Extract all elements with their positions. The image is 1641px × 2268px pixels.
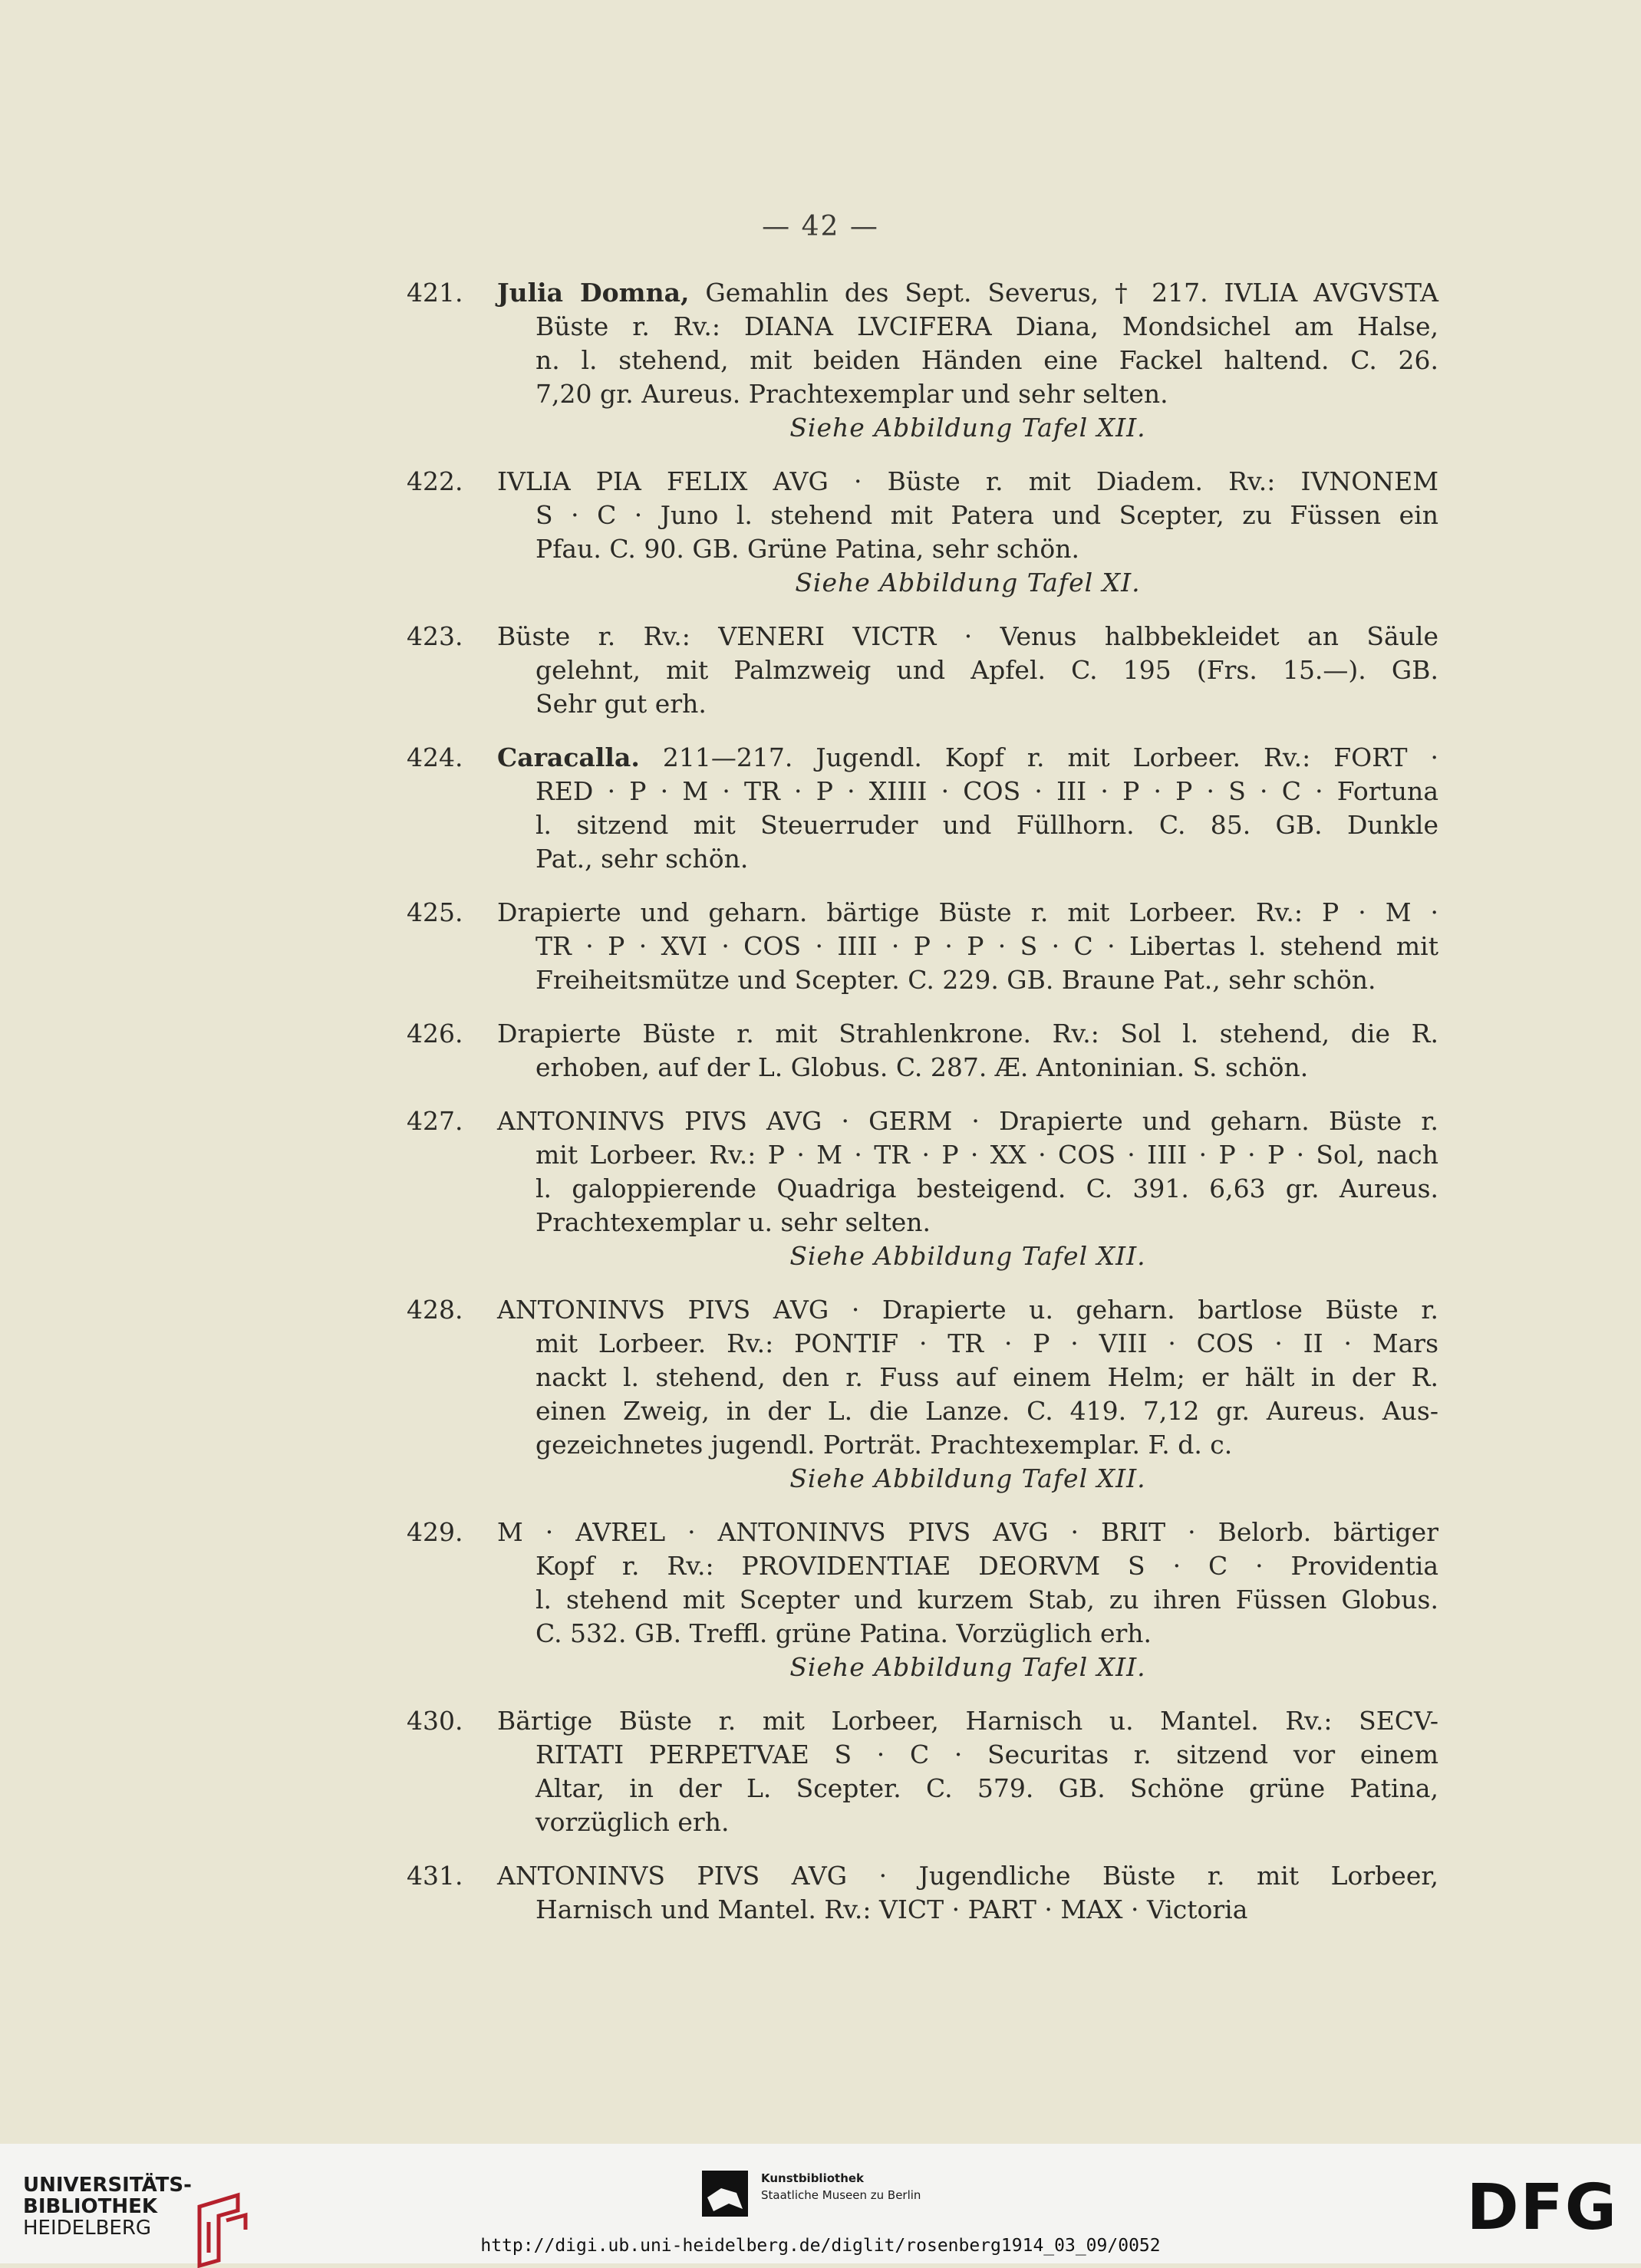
entry-line xyxy=(497,1428,1438,1462)
entry-line-text: Gemahlin des Sept. Severus, † 217. IVLIA AVGVSTA xyxy=(689,278,1439,308)
entry-line xyxy=(497,1738,1438,1772)
entry-number: 431. xyxy=(407,1861,463,1891)
entry-line-text: l. sitzend mit Steuerruder und Füllhorn. C. 85. GB. Dunkle xyxy=(535,810,1438,840)
entry-line xyxy=(497,741,1438,775)
entry-line xyxy=(497,620,1438,653)
entry-line xyxy=(497,1617,1438,1651)
entry-line xyxy=(497,1138,1438,1172)
entry-line-text: Prachtexemplar u. sehr selten. xyxy=(535,1207,931,1237)
entry-lead: Julia Domna, xyxy=(497,278,690,308)
entry-number: 429. xyxy=(407,1517,463,1547)
entry-line xyxy=(497,1206,1438,1239)
entry-line-text: 211—217. Jugendl. Kopf r. mit Lorbeer. Rv.: FORT · xyxy=(639,742,1438,772)
catalogue-entry xyxy=(407,896,1438,997)
entry-line xyxy=(497,1859,1438,1893)
university-library-logo[interactable] xyxy=(23,2174,192,2239)
entry-line xyxy=(497,808,1438,842)
catalogue-entry xyxy=(407,1704,1438,1839)
entry-line-text: ANTONINVS PIVS AVG · Drapierte u. geharn. bartlose Büste r. xyxy=(497,1295,1438,1325)
ub-mark-icon xyxy=(192,2191,253,2268)
entry-line xyxy=(497,653,1438,687)
entry-line xyxy=(497,963,1438,997)
plate-reference: Siehe Abbildung Tafel XII. xyxy=(789,1241,1146,1271)
entry-line-text: C. 532. GB. Treffl. grüne Patina. Vorzüglich erh. xyxy=(535,1618,1152,1648)
entry-body xyxy=(497,1859,1438,1927)
entry-line-text: nackt l. stehend, den r. Fuss auf einem Helm; er hält in der R. xyxy=(535,1362,1438,1392)
entry-line xyxy=(497,276,1438,310)
entry-line xyxy=(497,1772,1438,1806)
entry-body xyxy=(497,620,1438,721)
entry-line xyxy=(497,1293,1438,1327)
entry-line-text: Drapierte Büste r. mit Strahlenkrone. Rv.: Sol l. stehend, die R. xyxy=(497,1019,1438,1048)
entry-line-text: IVLIA PIA FELIX AVG · Büste r. mit Diadem. Rv.: IVNONEM xyxy=(497,466,1438,496)
entry-line-text: gezeichnetes jugendl. Porträt. Prachtexemplar. F. d. c. xyxy=(535,1430,1233,1460)
entry-lead: Caracalla. xyxy=(497,742,640,772)
entry-number: 427. xyxy=(407,1106,463,1136)
catalogue-entry xyxy=(407,276,1438,445)
entry-line xyxy=(497,1172,1438,1206)
entry-line xyxy=(497,842,1438,876)
entry-number: 422. xyxy=(407,466,463,496)
entry-line-text: S · C · Juno l. stehend mit Patera und Scepter, zu Füssen ein xyxy=(535,500,1438,530)
entry-line-text: Pat., sehr schön. xyxy=(535,844,749,874)
kunstbibliothek-icon xyxy=(698,2167,752,2220)
entry-body xyxy=(497,1293,1438,1496)
entry-line-text: Büste r. Rv.: VENERI VICTR · Venus halbbekleidet an Säule xyxy=(497,621,1438,651)
entry-line-text: Drapierte und geharn. bärtige Büste r. mit Lorbeer. Rv.: P · M · xyxy=(497,897,1438,927)
entry-line xyxy=(497,310,1438,344)
entry-line xyxy=(497,1327,1438,1361)
entry-line-text: M · AVREL · ANTONINVS PIVS AVG · BRIT · Belorb. bärtiger xyxy=(497,1517,1438,1547)
entry-line-text: mit Lorbeer. Rv.: P · M · TR · P · XX · COS · IIII · P · P · Sol, nach xyxy=(535,1140,1438,1170)
entry-line xyxy=(497,532,1438,566)
entry-line xyxy=(497,1583,1438,1617)
entry-line xyxy=(497,1516,1438,1549)
entry-number: 423. xyxy=(407,621,463,651)
plate-reference: Siehe Abbildung Tafel XII. xyxy=(789,1652,1146,1682)
entry-line-text: Kopf r. Rv.: PROVIDENTIAE DEORVM S · C · Providentia xyxy=(535,1551,1438,1581)
catalogue-entry xyxy=(407,620,1438,721)
ub-line-3: HEIDELBERG xyxy=(23,2217,152,2240)
catalogue-entry xyxy=(407,1104,1438,1273)
entry-line-text: Büste r. Rv.: DIANA LVCIFERA Diana, Mondsichel am Halse, xyxy=(535,311,1438,341)
entry-line-text: ANTONINVS PIVS AVG · Jugendliche Büste r. mit Lorbeer, xyxy=(497,1861,1438,1891)
entry-line xyxy=(497,344,1438,377)
entry-line xyxy=(497,930,1438,963)
entry-number: 426. xyxy=(407,1019,463,1048)
ub-line-2: BIBLIOTHEK xyxy=(23,2195,158,2218)
entry-line xyxy=(497,1893,1438,1927)
entry-line-text: Sehr gut erh. xyxy=(535,689,707,719)
entry-body xyxy=(497,1516,1438,1684)
entry-body xyxy=(497,741,1438,876)
entry-line xyxy=(497,1051,1438,1085)
kb-line-1: Kunstbibliothek xyxy=(761,2171,865,2185)
plate-reference: Siehe Abbildung Tafel XII. xyxy=(789,413,1146,443)
entry-line xyxy=(497,1361,1438,1394)
kb-line-2: Staatliche Museen zu Berlin xyxy=(761,2188,921,2202)
entry-line xyxy=(497,377,1438,411)
kunstbibliothek-logo[interactable] xyxy=(698,2167,921,2224)
entry-number: 428. xyxy=(407,1295,463,1325)
entry-line-text: Harnisch und Mantel. Rv.: VICT · PART · MAX · Victoria xyxy=(535,1894,1248,1924)
entry-line xyxy=(497,499,1438,532)
entry-line-text: Altar, in der L. Scepter. C. 579. GB. Schöne grüne Patina, xyxy=(535,1773,1438,1803)
entry-line-text: l. stehend mit Scepter und kurzem Stab, zu ihren Füssen Globus. xyxy=(535,1585,1438,1615)
entry-body xyxy=(497,465,1438,600)
entry-line-text: einen Zweig, in der L. die Lanze. C. 419. 7,12 gr. Aureus. Aus- xyxy=(535,1396,1438,1426)
catalogue-entry xyxy=(407,465,1438,600)
entry-number: 425. xyxy=(407,897,463,927)
catalogue-entry xyxy=(407,1516,1438,1684)
entry-body xyxy=(497,276,1438,445)
entry-line xyxy=(497,465,1438,499)
entry-line xyxy=(497,1104,1438,1138)
page-number: — 42 — xyxy=(762,211,879,242)
entry-line xyxy=(497,896,1438,930)
entry-line xyxy=(497,1017,1438,1051)
entry-line-text: RED · P · M · TR · P · XIIII · COS · III · P · P · S · C · Fortuna xyxy=(535,776,1438,806)
entry-body xyxy=(497,1704,1438,1839)
plate-reference: Siehe Abbildung Tafel XI. xyxy=(795,568,1141,597)
plate-reference: Siehe Abbildung Tafel XII. xyxy=(789,1463,1146,1493)
dfg-logo[interactable]: DFG xyxy=(1466,2171,1618,2244)
entry-line-text: Freiheitsmütze und Scepter. C. 229. GB. Braune Pat., sehr schön. xyxy=(535,965,1376,995)
entry-line xyxy=(497,1394,1438,1428)
entry-line-text: gelehnt, mit Palmzweig und Apfel. C. 195 (Frs. 15.—). GB. xyxy=(535,655,1438,685)
entry-line-text: Bärtige Büste r. mit Lorbeer, Harnisch u. Mantel. Rv.: SECV- xyxy=(497,1706,1438,1736)
entry-line-text: RITATI PERPETVAE S · C · Securitas r. sitzend vor einem xyxy=(535,1740,1438,1769)
entry-body xyxy=(497,1017,1438,1085)
entry-line xyxy=(497,1806,1438,1839)
entry-line-text: vorzüglich erh. xyxy=(535,1807,730,1837)
entry-line-text: ANTONINVS PIVS AVG · GERM · Drapierte und geharn. Büste r. xyxy=(497,1106,1438,1136)
entry-line xyxy=(497,1704,1438,1738)
entry-number: 430. xyxy=(407,1706,463,1736)
catalogue-entry xyxy=(407,1293,1438,1496)
catalogue-entry xyxy=(407,741,1438,876)
entry-line xyxy=(497,687,1438,721)
entry-number: 421. xyxy=(407,278,463,308)
entry-line xyxy=(497,775,1438,808)
entry-line-text: TR · P · XVI · COS · IIII · P · P · S · C · Libertas l. stehend mit xyxy=(535,931,1438,961)
catalogue-entries xyxy=(407,276,1438,1947)
entry-body xyxy=(497,1104,1438,1273)
entry-line-text: Pfau. C. 90. GB. Grüne Patina, sehr schön. xyxy=(535,534,1079,564)
permalink-url[interactable]: http://digi.ub.uni-heidelberg.de/diglit/rosenberg1914_03_09/0052 xyxy=(480,2236,1161,2256)
footer xyxy=(0,2144,1641,2263)
entry-line xyxy=(497,1549,1438,1583)
catalogue-entry xyxy=(407,1859,1438,1927)
entry-body xyxy=(497,896,1438,997)
entry-line-text: n. l. stehend, mit beiden Händen eine Fackel haltend. C. 26. xyxy=(535,345,1438,375)
entry-line-text: mit Lorbeer. Rv.: PONTIF · TR · P · VIII · COS · II · Mars xyxy=(535,1328,1438,1358)
entry-line-text: erhoben, auf der L. Globus. C. 287. Æ. Antoninian. S. schön. xyxy=(535,1052,1309,1082)
entry-line-text: l. galoppierende Quadriga besteigend. C. 391. 6,63 gr. Aureus. xyxy=(535,1174,1438,1203)
entry-number: 424. xyxy=(407,742,463,772)
catalogue-entry xyxy=(407,1017,1438,1085)
ub-line-1: UNIVERSITÄTS- xyxy=(23,2174,192,2197)
entry-line-text: 7,20 gr. Aureus. Prachtexemplar und sehr selten. xyxy=(535,379,1168,409)
